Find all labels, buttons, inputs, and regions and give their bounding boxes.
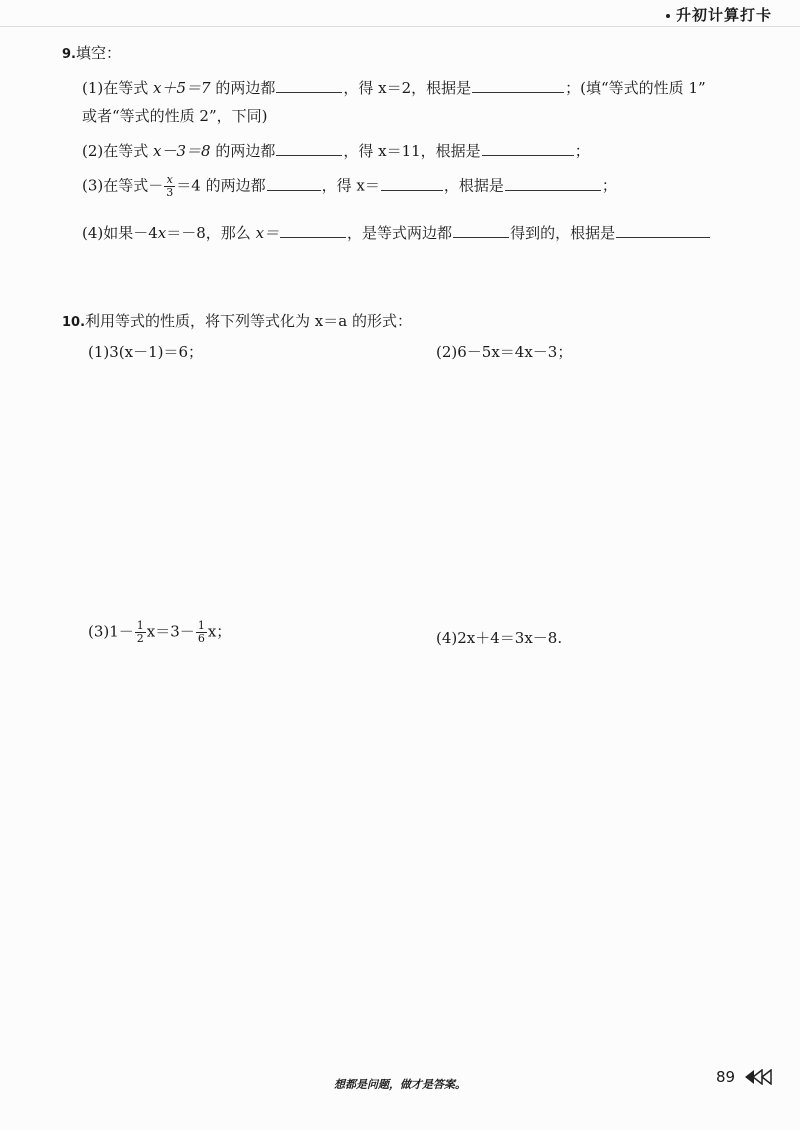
text: ； (601, 176, 617, 195)
text: ，得 (343, 79, 379, 97)
fraction (135, 620, 146, 645)
question-9-part-4 (82, 222, 711, 243)
question-10-part-3 (88, 620, 231, 645)
variable: x＝ (255, 224, 280, 242)
header-title-text: 升初计算打卡 (675, 6, 772, 24)
header-title (666, 4, 772, 25)
text: (3)1－ (88, 622, 134, 641)
fraction-numerator: x (164, 174, 175, 187)
question-9-part-1 (82, 77, 706, 98)
text: ，得 (321, 176, 357, 195)
text: (1)在等式 (82, 79, 154, 97)
question-10-part-2: (2)6－5x＝4x－3； (436, 343, 573, 361)
text: ＝4 (176, 176, 201, 195)
text: ； (574, 142, 590, 160)
bullet-icon (666, 14, 670, 18)
fraction-denominator: 3 (166, 186, 174, 199)
text: (4)如果－4 (82, 224, 158, 242)
text: (3)在等式－ (82, 176, 164, 195)
text: ，根据是 (443, 176, 504, 195)
fraction-numerator: 1 (136, 619, 144, 632)
text: 或者“等式的性质 2”，下同) (82, 107, 268, 125)
text: 的两边都 (200, 176, 266, 195)
answer-blank[interactable] (276, 78, 342, 93)
answer-blank[interactable] (267, 176, 321, 191)
answer-blank[interactable] (616, 223, 710, 238)
question-10-part-4: (4)2x＋4＝3x－8. (436, 629, 563, 647)
answer-blank[interactable] (472, 78, 564, 93)
text: x＝3－ (146, 622, 195, 641)
question-10-part-1: (1)3(x－1)＝6； (88, 343, 204, 361)
text: 得到的，根据是 (510, 224, 616, 242)
question-10-title: 利用等式的性质，将下列等式化为 x＝a 的形式： (85, 312, 412, 330)
text: 的两边都 (210, 79, 276, 97)
answer-blank[interactable] (276, 141, 342, 156)
question-9-heading (62, 42, 121, 63)
question-9-part-1-cont (82, 105, 268, 126)
text: x＝2，根据是 (378, 79, 472, 97)
fraction-denominator: 2 (136, 632, 144, 645)
text: x； (207, 622, 232, 641)
question-9-part-2 (82, 140, 590, 161)
question-9-title: 填空： (75, 44, 121, 62)
answer-blank[interactable] (280, 223, 346, 238)
header-divider (0, 26, 800, 27)
question-10-heading (62, 310, 412, 331)
equation: x＋5＝7 (153, 79, 211, 97)
fraction-numerator: 1 (197, 619, 205, 632)
text: 的两边都 (210, 142, 276, 160)
question-9-part-3 (82, 174, 617, 199)
answer-blank[interactable] (482, 141, 574, 156)
answer-blank[interactable] (505, 176, 601, 191)
fraction (196, 620, 207, 645)
text: (2)在等式 (82, 142, 154, 160)
answer-blank[interactable] (381, 176, 443, 191)
answer-blank[interactable] (453, 223, 509, 238)
page-arrows-icon (744, 1069, 774, 1085)
question-10-number: 10. (62, 315, 86, 330)
footer-motto: 想都是问题，做才是答案。 (334, 1078, 466, 1091)
text: x＝ (356, 176, 380, 195)
text: ，是等式两边都 (347, 224, 453, 242)
fraction (164, 174, 175, 199)
text: ；(填“等式的性质 1” (565, 79, 706, 97)
text: ，得 (343, 142, 379, 160)
equation: x－3＝8 (153, 142, 211, 160)
page-number: 89 (716, 1068, 736, 1086)
text: ＝－8，那么 (166, 224, 256, 242)
question-9-number: 9. (62, 47, 76, 62)
variable: x (157, 224, 167, 242)
text: x＝11，根据是 (378, 142, 481, 160)
fraction-denominator: 6 (197, 632, 205, 645)
